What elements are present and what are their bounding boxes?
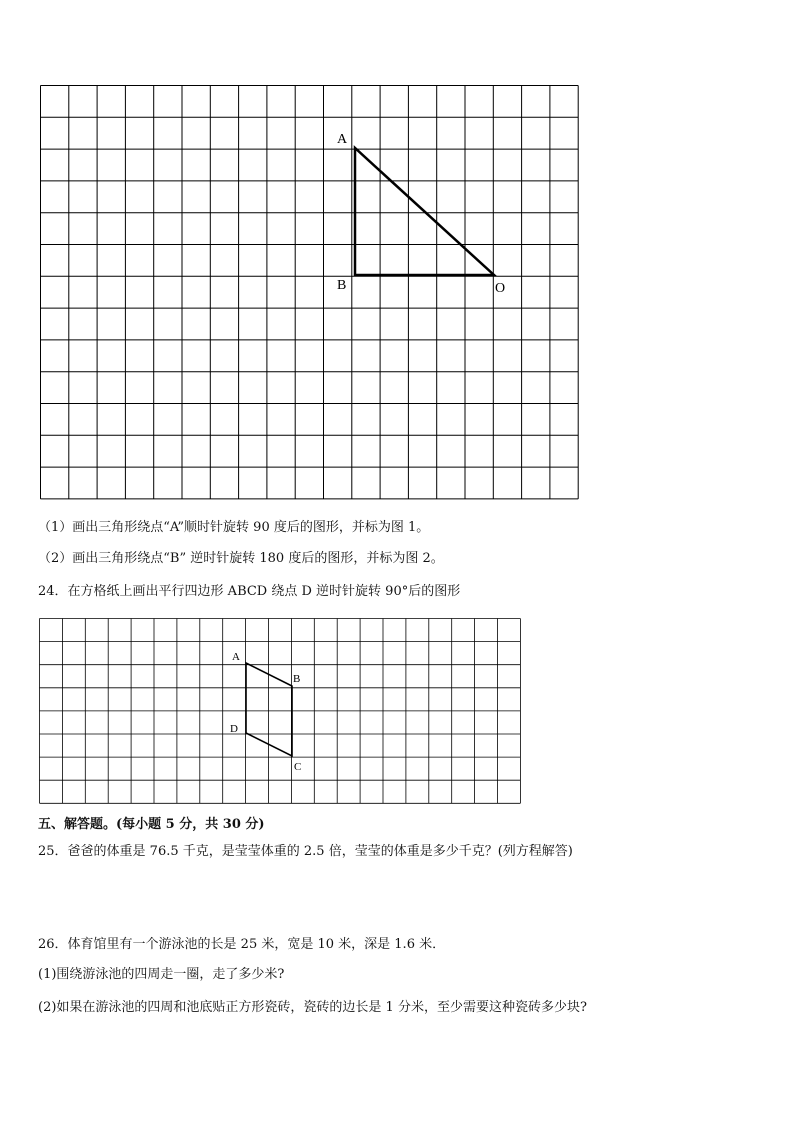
grid-figure-2 — [38, 617, 521, 805]
q26-sub2: (2)如果在游泳池的四周和池底贴正方形瓷砖，瓷砖的边长是 1 分米，至少需要这种瓷砖多少块? — [38, 1000, 587, 1015]
triangle-abo — [355, 148, 494, 275]
label-o: O — [495, 281, 506, 296]
label-b: B — [337, 278, 347, 293]
label-c: C — [294, 761, 302, 773]
q26-sub1: (1)围绕游泳池的四周走一圈，走了多少米? — [38, 967, 285, 982]
grid-figure-1 — [38, 84, 581, 501]
q26-text: 26．体育馆里有一个游泳池的长是 25 米，宽是 10 米，深是 1.6 米． — [38, 937, 446, 952]
section5-heading: 五、解答题。(每小题 5 分，共 30 分) — [38, 817, 265, 832]
q25-text: 25．爸爸的体重是 76.5 千克，是莹莹体重的 2.5 倍，莹莹的体重是多少千克？(列方程解答) — [38, 844, 573, 859]
label-d: D — [230, 723, 238, 735]
q23-sub1: （1）画出三角形绕点“A”顺时针旋转 90 度后的图形，并标为图 1。 — [38, 520, 430, 535]
parallelogram-abcd — [246, 663, 292, 756]
label-b: B — [293, 673, 301, 685]
q24-text: 24．在方格纸上画出平行四边形 ABCD 绕点 D 逆时针旋转 90°后的图形 — [38, 584, 461, 599]
label-a: A — [337, 132, 348, 147]
label-a: A — [232, 651, 240, 663]
q23-sub2: （2）画出三角形绕点“B” 逆时针旋转 180 度后的图形，并标为图 2。 — [38, 551, 444, 566]
